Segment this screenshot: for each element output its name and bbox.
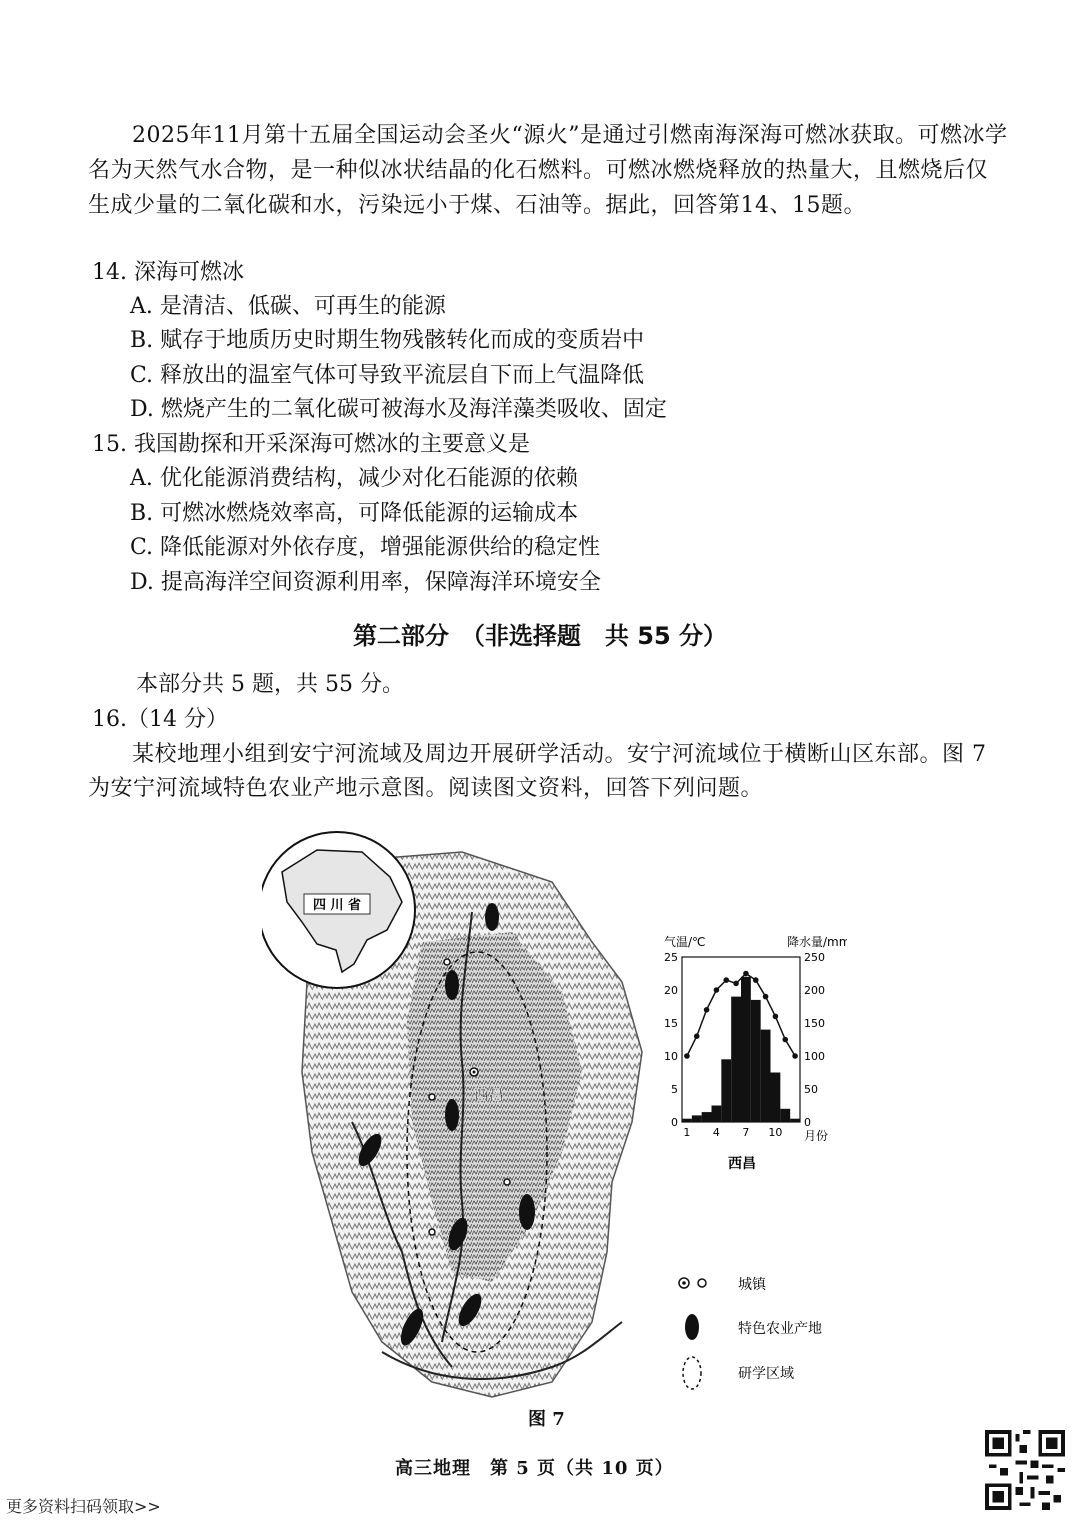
right-tick-label: 50	[804, 1083, 818, 1096]
chart-x-ticks	[683, 1126, 782, 1139]
right-tick-label: 0	[804, 1116, 811, 1129]
temp-point-12	[792, 1053, 798, 1059]
temp-point-4	[714, 987, 720, 993]
agri-site	[485, 903, 499, 931]
temp-point-8	[753, 977, 759, 983]
temp-point-9	[763, 994, 769, 1000]
intro-paragraph: 2025年11月第十五届全国运动会圣火“源火”是通过引燃南海深海可燃冰获取。可燃冰学名为天然气水合物，是一种似冰状结晶的化石燃料。可燃冰燃烧释放的热量大，且燃烧后仅生成少量的二氧化碳和水，污染远小于煤、石油等。据此，回答第14、15题。	[88, 123, 1008, 218]
town-marker	[429, 1094, 435, 1100]
map-legend	[679, 1276, 822, 1389]
temp-point-10	[773, 1014, 779, 1020]
question-15-stem: 15. 我国勘探和开采深海可燃冰的主要意义是	[92, 432, 530, 457]
question-16-stem: 16.（14 分）	[92, 707, 228, 732]
precip-bar-10	[771, 1073, 781, 1123]
x-tick-label: 7	[742, 1126, 750, 1139]
precip-bar-6	[731, 997, 741, 1122]
legend-town-label: 城镇	[738, 1277, 766, 1293]
map-svg	[262, 822, 847, 1407]
agri-site	[445, 1099, 459, 1131]
q15-option-b: B. 可燃冰燃烧效率高，可降低能源的运输成本	[130, 501, 579, 526]
temp-point-7	[743, 971, 749, 977]
left-tick-label: 15	[664, 1017, 678, 1030]
temp-point-5	[723, 977, 729, 983]
right-tick-label: 250	[804, 951, 825, 964]
chart-right-axis-label: 降水量/mm	[787, 935, 847, 949]
town-marker	[473, 1071, 476, 1074]
left-tick-label: 25	[664, 951, 678, 964]
x-tick-label: 10	[768, 1126, 783, 1139]
right-tick-label: 100	[804, 1050, 825, 1063]
climate-chart	[664, 934, 847, 1172]
legend-agri-label: 特色农业产地	[738, 1321, 822, 1337]
legend-agri-icon	[685, 1314, 699, 1340]
agri-site	[519, 1194, 535, 1230]
temp-point-2	[694, 1033, 700, 1039]
figure-caption: 图 7	[528, 1409, 565, 1430]
q14-option-a: A. 是清洁、低碳、可再生的能源	[130, 294, 446, 319]
left-tick-label: 20	[664, 984, 678, 997]
q15-option-d: D. 提高海洋空间资源利用率，保障海洋环境安全	[130, 570, 601, 595]
chart-left-ticks	[664, 951, 678, 1129]
right-tick-label: 200	[804, 984, 825, 997]
x-tick-label: 1	[683, 1126, 691, 1139]
figure-7-map	[262, 822, 847, 1407]
precip-bar-3	[702, 1112, 712, 1122]
left-tick-label: 10	[664, 1050, 678, 1063]
q14-option-b: B. 赋存于地质历史时期生物残骸转化而成的变质岩中	[130, 328, 645, 353]
town-marker	[429, 1229, 435, 1235]
town-marker	[504, 1179, 510, 1185]
q15-option-c: C. 降低能源对外依存度，增强能源供给的稳定性	[130, 535, 601, 560]
more-resources-link[interactable]: 更多资料扫码领取>>	[6, 1497, 161, 1516]
temp-point-11	[782, 1037, 788, 1043]
chart-left-axis-label: 气温/℃	[664, 935, 706, 949]
temp-point-3	[704, 1007, 710, 1013]
precip-bar-12	[790, 1119, 800, 1122]
left-tick-label: 5	[671, 1083, 678, 1096]
agri-site	[445, 970, 459, 1000]
city-label-xichang: 西昌	[474, 1086, 505, 1104]
inset-label: 四 川 省	[312, 898, 362, 913]
chart-station-name: 西昌	[728, 1156, 756, 1172]
legend-study-label: 研学区域	[738, 1366, 794, 1382]
part-two-title: 第二部分 （非选择题 共 55 分）	[352, 622, 728, 650]
question-14-stem: 14. 深海可燃冰	[92, 260, 244, 285]
right-tick-label: 150	[804, 1017, 825, 1030]
precip-bar-7	[741, 977, 751, 1122]
question-16-text: 某校地理小组到安宁河流域及周边开展研学活动。安宁河流域位于横断山区东部。图 7 为安宁河流域特色农业产地示意图。阅读图文资料，回答下列问题。	[88, 742, 987, 801]
page-footer: 高三地理 第 5 页（共 10 页）	[395, 1458, 674, 1479]
precip-bar-2	[692, 1115, 702, 1122]
legend-town-icon	[682, 1281, 686, 1285]
precip-bar-9	[761, 1030, 771, 1122]
part-two-intro: 本部分共 5 题，共 55 分。	[136, 672, 404, 697]
temp-point-1	[684, 1053, 690, 1059]
temp-point-6	[733, 981, 739, 987]
left-tick-label: 0	[671, 1116, 678, 1129]
q14-option-c: C. 释放出的温室气体可导致平流层自下而上气温降低	[130, 363, 645, 388]
legend-town-icon	[698, 1279, 706, 1287]
x-tick-label: 4	[712, 1126, 720, 1139]
precip-bar-5	[721, 1059, 731, 1122]
precip-bar-1	[682, 1119, 692, 1122]
precip-bar-8	[751, 1000, 761, 1122]
precip-bar-4	[712, 1106, 722, 1123]
chart-right-ticks	[804, 951, 825, 1129]
qr-code-icon[interactable]	[985, 1430, 1065, 1510]
q14-option-d: D. 燃烧产生的二氧化碳可被海水及海洋藻类吸收、固定	[130, 397, 667, 422]
precip-bar-11	[780, 1109, 790, 1122]
chart-x-unit: 月份	[804, 1129, 829, 1143]
town-marker	[444, 959, 450, 965]
q15-option-a: A. 优化能源消费结构，减少对化石能源的依赖	[130, 466, 578, 491]
legend-study-icon	[683, 1357, 701, 1389]
